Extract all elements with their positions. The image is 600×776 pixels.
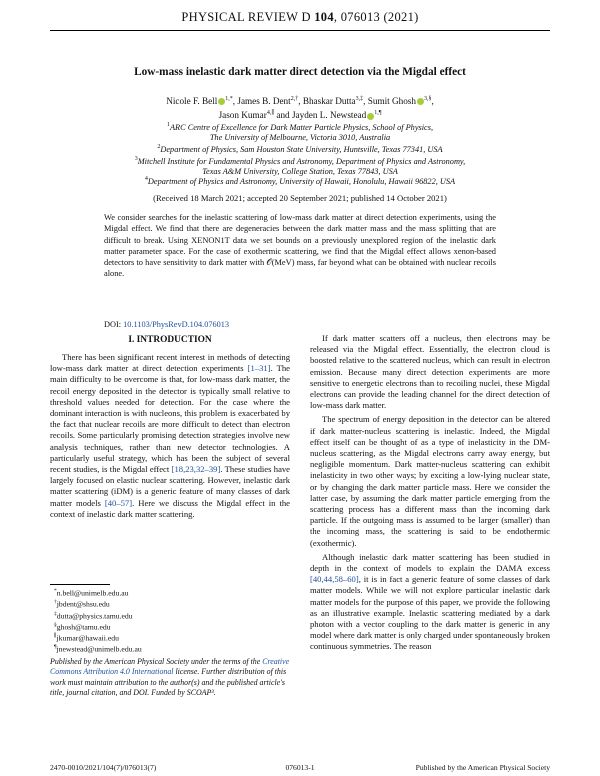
author-name: Bhaskar Dutta — [302, 96, 356, 107]
doi-label: DOI: — [104, 320, 124, 329]
journal-name: PHYSICAL REVIEW D — [181, 10, 311, 24]
footnote-mark: † — [54, 599, 57, 606]
paragraph-text: Although inelastic dark matter scattering has been studied in depth in the context of models to explain the DAMA excess — [310, 551, 550, 574]
author-superscript: 4,∥ — [266, 110, 275, 117]
footnotes — [54, 587, 142, 655]
author-name: Nicole F. Bell — [166, 96, 218, 107]
author-list — [90, 93, 510, 121]
footnote-email[interactable]: jnewstead@unimelb.edu.au — [56, 644, 142, 654]
paragraph-text: . Here we discuss the Migdal effect in the context of inelastic dark matter scattering. — [50, 497, 290, 519]
citation-link[interactable]: [1–31] — [247, 363, 271, 374]
author-superscript: 3,‡ — [355, 96, 364, 102]
paragraph-text: There has been significant recent interest in methods of detecting low-mass dark matter at direct detection experiments — [50, 352, 290, 374]
article-number: , 076013 (2021) — [333, 10, 419, 24]
intro-paragraph-2: If dark matter scatters off a nucleus, then electrons may be released via the Migdal effect. Essentially, the electron cloud is boosted relative to the scattered nucleus, which can result in electron emission. Because many direct detection experiments are more sensitive to energetic electrons than to recoiling nuclei, these Migdal electrons can provide the leading channel for the direct detection of low-mass dark matter. — [310, 333, 550, 411]
affiliation — [70, 174, 530, 187]
footnote — [54, 632, 142, 643]
doi-line — [104, 320, 229, 329]
author-name: Jason Kumar — [218, 110, 267, 121]
citation-link[interactable]: [40,44,58–60] — [310, 574, 359, 585]
intro-paragraph-4 — [310, 552, 550, 653]
footnote — [54, 598, 142, 609]
publisher-note-post: license. Further distribution of this work must maintain attribution to the author(s) and the published article's title, journal citation, and DOI. Funded by SCOAP³. — [50, 667, 287, 698]
orcid-icon[interactable] — [417, 98, 424, 105]
authors-line-1: Nicole F. Bell $^{1,*}$, James B. Dent$^{2,\dagger}$, Bhaskar Dutta$^{3,\ddagger}$, Sumit Ghosh $^{3,\S}$, — [166, 96, 434, 107]
paragraph-text: . The main difficulty to be overcome is that, for low-mass dark matter, the recoil energy deposited in the detector is typically small relative to threshold values needed for detection. For the case where the dominant interaction is with nucleons, this problem is exacerbated by the fact that nuclear recoils are more difficult to detect than electron recoils. Some particularly promising detection strategies involve new analysis techniques, rather than new detector technologies. A particularly useful strategy, which has been the subject of several recent studies, is the Migdal effect — [50, 363, 290, 475]
footnote-mark: ‡ — [54, 610, 57, 617]
affiliation-text-cont: Texas A&M University, College Station, Texas 77843, USA — [202, 167, 398, 177]
footnote-rule — [50, 584, 110, 585]
publisher-note-pre: Published by the American Physical Society under the terms of the — [50, 657, 263, 666]
paper-title: Low-mass inelastic dark matter direct detection via the Migdal effect — [134, 66, 466, 78]
section-heading: I. INTRODUCTION — [128, 335, 212, 345]
affiliation-text: Department of Physics, Sam Houston State University, Huntsville, Texas 77341, USA — [160, 144, 443, 154]
author-name: James B. Dent — [237, 96, 291, 107]
left-column — [50, 352, 290, 520]
footnote-email[interactable]: jkumar@hawaii.edu — [56, 633, 119, 643]
author-superscript: 2,† — [290, 96, 299, 102]
footnote-mark: * — [54, 588, 57, 594]
footnote-email[interactable]: ghosh@tamu.edu — [56, 622, 111, 632]
affiliation-number: 1 — [166, 122, 170, 128]
author-superscript: 3,§ — [423, 96, 432, 102]
author-name: Sumit Ghosh — [367, 96, 416, 107]
journal-volume: 104 — [314, 10, 334, 24]
journal-header — [50, 10, 550, 25]
affiliation-text-cont: The University of Melbourne, Victoria 3010, Australia — [209, 133, 391, 143]
footnote — [54, 643, 142, 654]
doi-link[interactable]: 10.1103/PhysRevD.104.076013 — [123, 320, 230, 329]
footnote — [54, 621, 142, 632]
header-rule — [50, 30, 550, 31]
footer-issn: 2470-0010/2021/104(7)/076013(7) — [50, 763, 157, 772]
author-name: and Jayden L. Newstead — [276, 110, 367, 121]
affiliation-number: 4 — [144, 176, 148, 182]
citation-link[interactable]: [18,23,32–39] — [171, 464, 221, 475]
publisher-note — [50, 657, 290, 699]
footnote-email[interactable]: n.bell@unimelb.edu.au — [56, 588, 129, 598]
affiliation-text: Department of Physics and Astronomy, University of Hawaii, Honolulu, Hawaii 96822, USA — [147, 176, 456, 186]
paragraph-text: , it is in fact a generic feature of some classes of dark matter models. While we will not explore particular inelastic dark matter models for the purpose of this paper, we provide the following as an illustrative example. Inelastic scattering mediated by a dark photon with a vector coupling to the dark matter is generic in any model where dark matter is only charged under spontaneously broken continuous symmetries. The reason — [310, 574, 550, 652]
affiliation — [70, 120, 530, 144]
abstract: We consider searches for the inelastic scattering of low-mass dark matter at direct detection experiments, using the Migdal effect. We find that there are degeneracies between the dark matter mass and the mass splitting that are difficult to break. Using XENON1T data we set bounds on a previously unexplored region of the inelastic dark matter parameter space. For the case of exothermic scattering, we find that the Migdal effect allows xenon-based detectors to have sensitivity to dark matter with 𝒪(MeV) mass, far beyond what can be obtained with nuclear recoils alone. — [104, 213, 496, 279]
license-link[interactable]: Creative Commons Attribution 4.0 International — [50, 657, 290, 677]
author-superscript: 1,* — [225, 96, 233, 102]
affiliation-number: 3 — [134, 156, 138, 162]
right-column — [310, 333, 550, 653]
footnote — [54, 587, 142, 598]
received-dates: (Received 18 March 2021; accepted 20 September 2021; published 14 October 2021) — [153, 193, 447, 203]
paragraph-text: . These studies have largely focused on elastic nuclear scattering. However, inelastic dark matter scattering (iDM) is a generic feature of many classes of dark matter models — [50, 464, 290, 508]
footnote — [54, 610, 142, 621]
footer-publisher: Published by the American Physical Society — [415, 763, 550, 772]
footnote-mark: § — [54, 621, 57, 628]
intro-paragraph-3: The spectrum of energy deposition in the detector can be altered if dark matter-nucleus scattering is inelastic. Indeed, the Migdal effect itself can be thought of as a type of inelasticity in the DM-nucleus scattering, as the Migdal electrons carry away energy, but negligible momentum. Dark matter-nucleus scattering can exhibit inelasticity in two other ways; by exciting a low-lying nuclear state, or by changing the dark matter particle mass. Here we consider the latter case, by assuming the dark matter particle emerging from the scattering process has a different mass than the incoming dark particle. If the outgoing mass is assumed to be larger (smaller) than the incoming mass, the scattering is said to be endothermic (exothermic). — [310, 414, 550, 548]
author-superscript: 1,¶ — [374, 110, 382, 117]
footnote-email[interactable]: jbdent@shsu.edu — [56, 599, 110, 609]
footnote-mark: ¶ — [54, 644, 57, 651]
affiliation-text: Mitchell Institute for Fundamental Physics and Astronomy, Department of Physics and Astronomy, — [137, 156, 466, 166]
affiliation-text: ARC Centre of Excellence for Dark Matter Particle Physics, School of Physics, — [169, 122, 434, 132]
affiliation-number: 2 — [157, 144, 161, 150]
citation-link[interactable]: [40–57] — [104, 497, 133, 508]
footer-page-number: 076013-1 — [285, 763, 315, 772]
footnote-email[interactable]: dutta@physics.tamu.edu — [56, 611, 133, 621]
footnote-mark: ∥ — [54, 633, 57, 640]
intro-paragraph-1 — [50, 352, 290, 520]
